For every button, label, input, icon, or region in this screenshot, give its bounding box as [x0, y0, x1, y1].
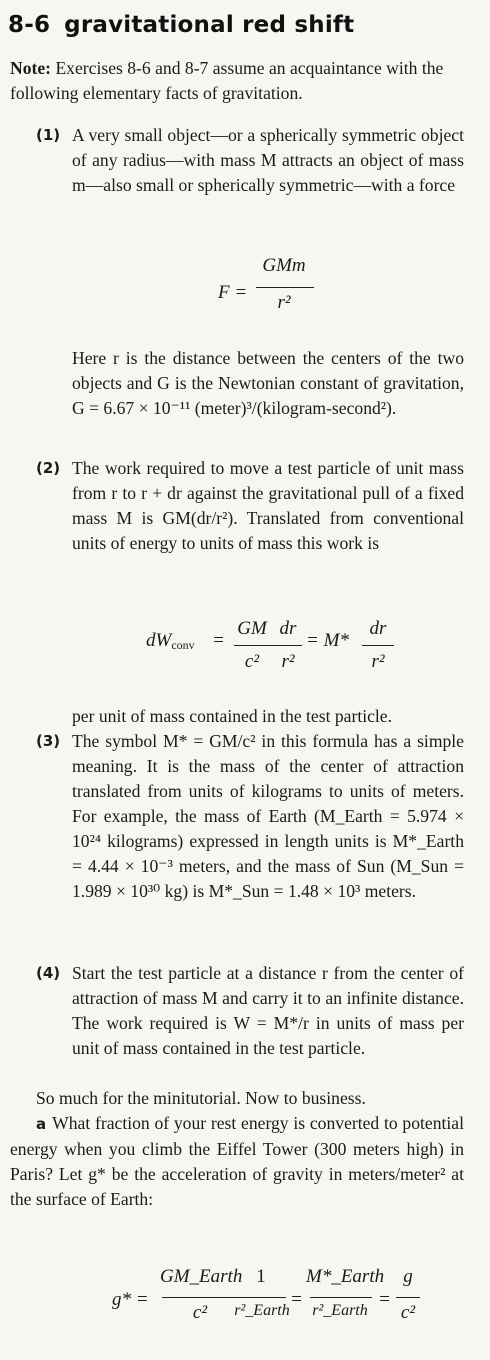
gstar-f3-den: r²_Earth [312, 1302, 368, 1319]
item-2-number: (2) [36, 459, 61, 477]
item-1-text: A very small object—or a spherically symmetric object of any radius—with mass M attracts an object of mass m—also small or spherically symmetric—with a force [72, 125, 464, 195]
work-lhs-subscript: conv [171, 638, 195, 652]
work-lhs [146, 630, 195, 653]
item-4-text: Start the test particle at a distance r from the center of attraction of mass M and carry it to an infinite distance. The work required is W = M*/r in units of mass per unit of mass contained in the test particle. [72, 963, 464, 1058]
note-paragraph [10, 56, 480, 106]
work-equals-1: = [212, 630, 225, 651]
work-f2-num: dr [279, 618, 297, 639]
note-text: Exercises 8-6 and 8-7 assume an acquaintance with the following elementary facts of gravitation. [10, 58, 444, 103]
item-3-number: (3) [36, 732, 61, 750]
force-numerator: GMm [262, 255, 306, 276]
work-f1-num: GM [237, 618, 267, 639]
work-f1-den: c² [244, 651, 260, 672]
item-4-number: (4) [36, 964, 61, 982]
gstar-equals-3: = [378, 1289, 391, 1310]
work-lhs-symbol: dW [146, 630, 172, 651]
item-2-text-2: per unit of mass contained in the test particle. [72, 706, 393, 726]
gstar-f4-den: c² [400, 1302, 416, 1323]
gstar-f1-den: c² [192, 1302, 208, 1323]
gstar-f2-den: r²_Earth [234, 1302, 290, 1319]
item-2-text: The work required to move a test particle of unit mass from r to r + dr against the gravitational pull of a fixed mass M is GM(dr/r²). Translated from conventional units of energy to units of mass this work is [72, 458, 464, 553]
force-lhs: F = [218, 282, 248, 303]
work-f3-num: dr [369, 618, 387, 639]
note-label: Note: [10, 58, 52, 78]
work-fraction-bar-1 [234, 645, 302, 646]
gstar-f1-num: GM_Earth [160, 1266, 243, 1287]
part-a-text: What fraction of your rest energy is converted to potential energy when you climb the Eiffel Tower (300 meters high) in Paris? Let g* be the acceleration of gravity in meters/meter² at the surface of Earth: [10, 1113, 464, 1209]
gstar-fraction-bar-1 [162, 1297, 238, 1298]
gstar-f4-num: g [403, 1266, 413, 1287]
gstar-fraction-bar-2 [236, 1297, 286, 1298]
part-a-paragraph [10, 1111, 464, 1212]
closing-sentence: So much for the minitutorial. Now to business. [36, 1088, 366, 1108]
item-1-text-2: Here r is the distance between the centers of the two objects and G is the Newtonian constant of gravitation, G = 6.67 × 10⁻¹¹ (meter)³/(kilogram-second²). [72, 348, 464, 418]
gstar-fraction-bar-4 [396, 1297, 420, 1298]
item-3-text: The symbol M* = GM/c² in this formula has a simple meaning. It is the mass of the center of attraction translated from units of kilograms to units of meters. For example, the mass of Earth (M_Earth = 5.974 × 10²⁴ kilograms) expressed in length units is M*_Earth = 4.44 × 10⁻³ meters, and the mass of Sun (M_Sun = 1.989 × 10³⁰ kg) is M*_Sun = 1.48 × 10³ meters. [72, 731, 464, 901]
section-heading [8, 12, 354, 38]
gstar-f2-num: 1 [256, 1266, 266, 1287]
work-f2-den: r² [281, 651, 295, 672]
gstar-equals-2: = [290, 1289, 303, 1310]
work-f3-den: r² [371, 651, 385, 672]
force-denominator: r² [277, 292, 291, 313]
force-fraction-bar [256, 287, 314, 288]
work-fraction-bar-2 [362, 645, 394, 646]
work-equals-2: = M* [306, 630, 349, 651]
gstar-fraction-bar-3 [310, 1297, 372, 1298]
section-title: gravitational red shift [64, 12, 355, 38]
item-1-number: (1) [36, 126, 61, 144]
gstar-lhs: g* = [112, 1289, 149, 1310]
section-number: 8-6 [8, 12, 51, 38]
part-a-label: a [36, 1115, 47, 1133]
gstar-f3-num: M*_Earth [306, 1266, 385, 1287]
